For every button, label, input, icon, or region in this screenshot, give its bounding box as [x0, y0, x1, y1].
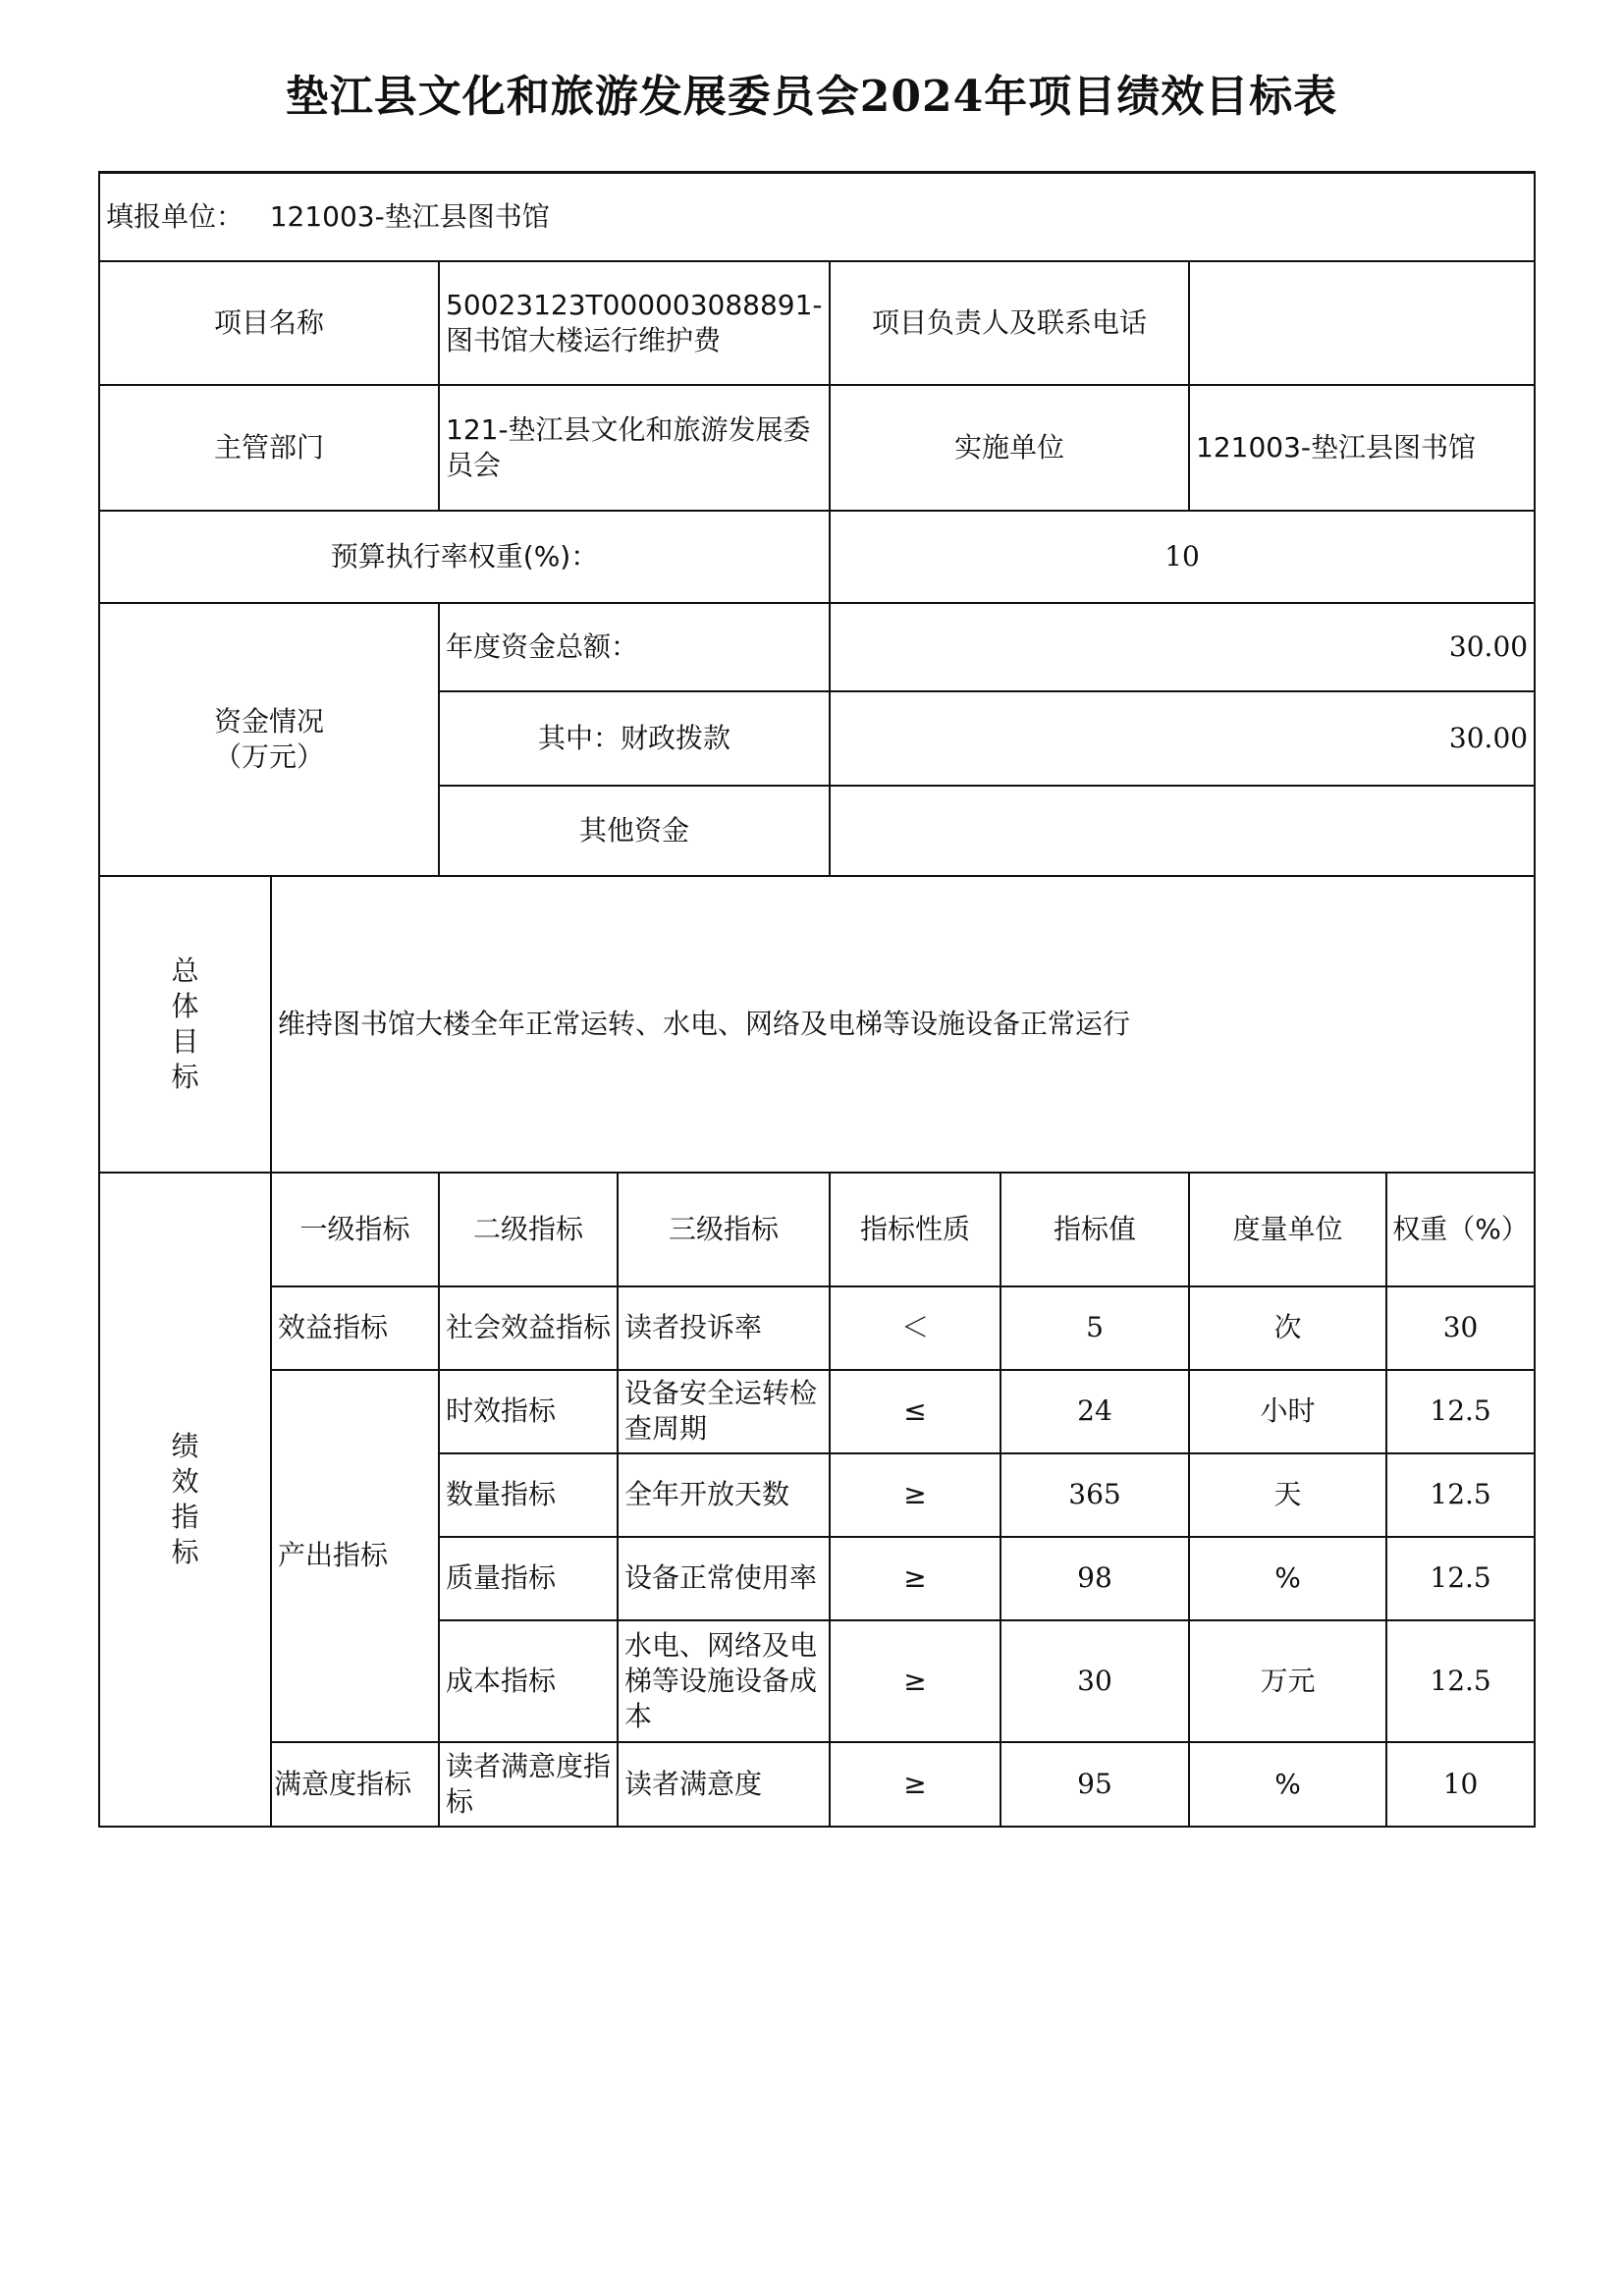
cell-level3: 设备正常使用率 [618, 1537, 830, 1620]
cell-nature: ≥ [830, 1453, 1001, 1537]
cell-weight: 12.5 [1386, 1370, 1535, 1453]
cell-weight: 10 [1386, 1742, 1535, 1827]
performance-target-table [98, 171, 1536, 1828]
funds-fiscal-value: 30.00 [830, 691, 1535, 786]
funds-label: 资金情况 [213, 704, 324, 738]
funds-unit: （万元） [213, 739, 324, 773]
project-manager-value [1189, 261, 1535, 385]
header-level1: 一级指标 [271, 1173, 439, 1286]
header-weight: 权重（%） [1386, 1173, 1535, 1286]
cell-level2: 数量指标 [439, 1453, 618, 1537]
cell-level1: 产出指标 [271, 1370, 439, 1742]
funds-label-cell [99, 603, 439, 876]
project-name-label: 项目名称 [99, 261, 439, 385]
cell-unit: 天 [1189, 1453, 1386, 1537]
overall-goal-text: 维持图书馆大楼全年正常运转、水电、网络及电梯等设施设备正常运行 [271, 876, 1535, 1173]
project-manager-label: 项目负责人及联系电话 [830, 261, 1189, 385]
cell-level2: 时效指标 [439, 1370, 618, 1453]
overall-goal-char: 目 [171, 1024, 199, 1058]
header-nature: 指标性质 [830, 1173, 1001, 1286]
cell-nature: ≥ [830, 1742, 1001, 1827]
cell-weight: 30 [1386, 1286, 1535, 1370]
overall-goal-label [99, 876, 271, 1173]
filling-unit-cell [99, 173, 1535, 261]
table-row [99, 1742, 1535, 1827]
cell-value: 95 [1001, 1742, 1189, 1827]
header-level3: 三级指标 [618, 1173, 830, 1286]
header-unit: 度量单位 [1189, 1173, 1386, 1286]
cell-level3: 全年开放天数 [618, 1453, 830, 1537]
overall-goal-char: 体 [171, 989, 199, 1022]
indicators-label [99, 1173, 271, 1827]
dept-label: 主管部门 [99, 385, 439, 511]
budget-rate-value: 10 [830, 511, 1535, 603]
cell-unit: 小时 [1189, 1370, 1386, 1453]
impl-unit-value: 121003-垫江县图书馆 [1189, 385, 1535, 511]
cell-unit: % [1189, 1537, 1386, 1620]
indicators-char: 指 [171, 1500, 199, 1533]
cell-value: 5 [1001, 1286, 1189, 1370]
cell-level2: 社会效益指标 [439, 1286, 618, 1370]
cell-value: 30 [1001, 1620, 1189, 1742]
cell-level3: 读者满意度 [618, 1742, 830, 1827]
table-row [99, 1370, 1535, 1453]
budget-rate-label: 预算执行率权重(%)： [99, 511, 830, 603]
cell-level2: 成本指标 [439, 1620, 618, 1742]
impl-unit-label: 实施单位 [830, 385, 1189, 511]
cell-unit: 万元 [1189, 1620, 1386, 1742]
cell-level2: 读者满意度指标 [439, 1742, 618, 1827]
dept-value: 121-垫江县文化和旅游发展委员会 [439, 385, 830, 511]
header-value: 指标值 [1001, 1173, 1189, 1286]
cell-value: 98 [1001, 1537, 1189, 1620]
cell-level2: 质量指标 [439, 1537, 618, 1620]
table-row [99, 1286, 1535, 1370]
funds-fiscal-label: 其中：财政拨款 [439, 691, 830, 786]
funds-other-value [830, 786, 1535, 876]
cell-level1: 效益指标 [271, 1286, 439, 1370]
cell-unit: % [1189, 1742, 1386, 1827]
funds-total-value: 30.00 [830, 603, 1535, 691]
cell-nature: ≥ [830, 1537, 1001, 1620]
cell-nature: ≥ [830, 1620, 1001, 1742]
cell-unit: 次 [1189, 1286, 1386, 1370]
overall-goal-char: 标 [171, 1060, 199, 1093]
cell-level3: 读者投诉率 [618, 1286, 830, 1370]
cell-value: 365 [1001, 1453, 1189, 1537]
header-level2: 二级指标 [439, 1173, 618, 1286]
cell-nature: ≤ [830, 1370, 1001, 1453]
overall-goal-char: 总 [171, 954, 199, 987]
funds-total-label: 年度资金总额： [439, 603, 830, 691]
indicators-char: 效 [171, 1464, 199, 1498]
cell-weight: 12.5 [1386, 1620, 1535, 1742]
funds-other-label: 其他资金 [439, 786, 830, 876]
cell-level3: 水电、网络及电梯等设施设备成本 [618, 1620, 830, 1742]
cell-weight: 12.5 [1386, 1537, 1535, 1620]
page-title: 垫江县文化和旅游发展委员会2024年项目绩效目标表 [285, 72, 1338, 122]
cell-nature: ＜ [830, 1286, 1001, 1370]
cell-value: 24 [1001, 1370, 1189, 1453]
filling-unit-value: 121003-垫江县图书馆 [269, 199, 550, 233]
filling-unit-label: 填报单位： [106, 199, 244, 233]
indicators-char: 标 [171, 1535, 199, 1568]
indicators-char: 绩 [171, 1429, 199, 1462]
cell-level1: 满意度指标 [271, 1742, 439, 1827]
cell-weight: 12.5 [1386, 1453, 1535, 1537]
project-name-value: 50023123T000003088891-图书馆大楼运行维护费 [439, 261, 830, 385]
cell-level3: 设备安全运转检查周期 [618, 1370, 830, 1453]
